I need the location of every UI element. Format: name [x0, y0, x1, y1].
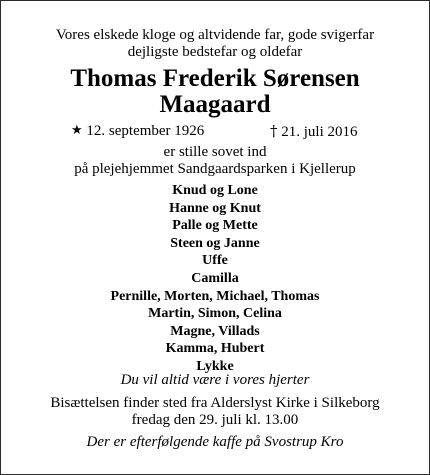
- coffee-note: Der er efterfølgende kaffe på Svostrup Kro: [86, 434, 344, 450]
- death-date-text: 21. juli 2016: [281, 124, 358, 140]
- star-icon: ★: [71, 123, 83, 138]
- family-member: Magne, Villads: [170, 323, 260, 339]
- deceased-name-line-2: Maagaard: [159, 91, 271, 118]
- cross-icon: †: [270, 122, 278, 140]
- family-member: Kamma, Hubert: [165, 341, 265, 357]
- family-member: Pernille, Morten, Michael, Thomas: [110, 288, 320, 304]
- family-member: Lykke: [196, 358, 234, 374]
- memorial-quote: Du vil altid være i vores hjerter: [120, 372, 310, 388]
- passing-line-2: på plejehjemmet Sandgaardsparken i Kjellerup: [74, 161, 356, 177]
- funeral-line-1: Bisættelsen finder sted fra Alderslyst Kirke i Silkeborg: [50, 395, 380, 411]
- family-member: Palle og Mette: [172, 218, 258, 234]
- family-member: Uffe: [202, 253, 228, 269]
- family-member: Steen og Janne: [170, 235, 260, 251]
- deceased-name-line-1: Thomas Frederik Sørensen: [70, 65, 360, 92]
- passing-line-1: er stille sovet ind: [163, 144, 267, 160]
- family-member: Hanne og Knut: [169, 200, 261, 216]
- intro-line-1: Vores elskede kloge og altvidende far, gode svigerfar: [55, 27, 375, 43]
- family-member: Camilla: [191, 270, 239, 286]
- birth-date-text: 12. september 1926: [86, 123, 205, 139]
- family-list: [1, 182, 429, 376]
- family-member: Knud og Lone: [172, 183, 258, 198]
- family-member: Martin, Simon, Celina: [148, 306, 282, 322]
- funeral-line-2: fredag den 29. juli kl. 13.00: [131, 412, 299, 428]
- death-date: [270, 122, 358, 141]
- birth-date: [71, 122, 204, 141]
- intro-line-2: dejligste bedstefar og oldefar: [127, 44, 303, 60]
